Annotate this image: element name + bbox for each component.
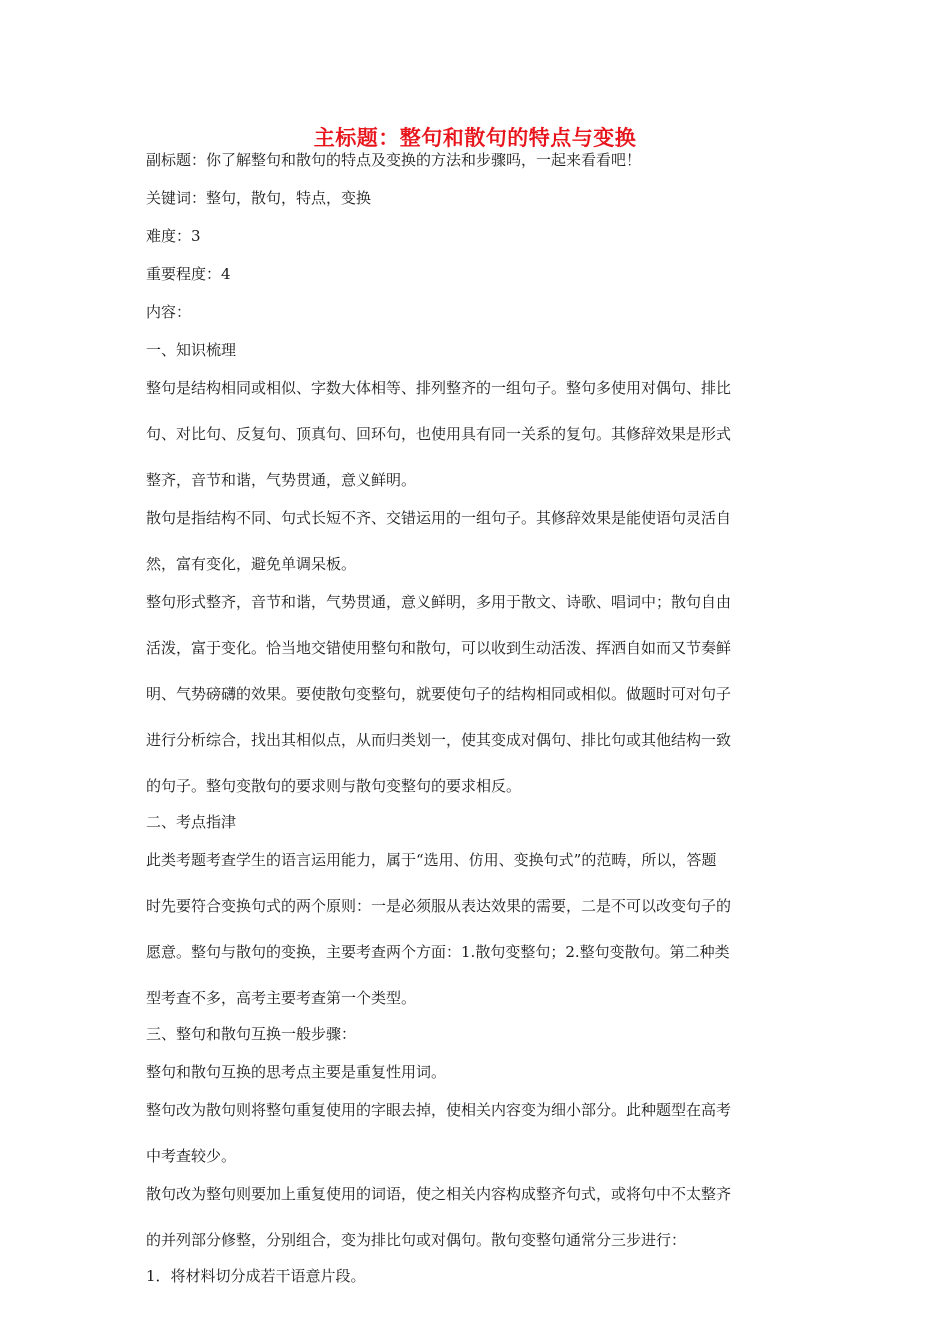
paragraph-line: 整齐，音节和谐，气势贯通，意义鲜明。 — [146, 471, 417, 489]
section-heading: 二、考点指津 — [146, 813, 237, 831]
paragraph-line: 愿意。整句与散句的变换，主要考查两个方面：1.散句变整句；2.整句变散句。第二种类 — [146, 943, 730, 961]
section-heading: 一、知识梳理 — [146, 341, 237, 359]
paragraph-line: 整句改为散句则将整句重复使用的字眼去掉，使相关内容变为细小部分。此种题型在高考 — [146, 1101, 732, 1119]
paragraph-line: 散句改为整句则要加上重复使用的词语，使之相关内容构成整齐句式，或将句中不太整齐 — [146, 1185, 732, 1203]
importance-line: 重要程度：4 — [146, 265, 231, 283]
paragraph-line: 整句是结构相同或相似、字数大体相等、排列整齐的一组句子。整句多使用对偶句、排比 — [146, 379, 732, 397]
paragraph-line: 的并列部分修整，分别组合，变为排比句或对偶句。散句变整句通常分三步进行： — [146, 1231, 687, 1249]
document-body — [146, 149, 808, 1287]
paragraph-line: 型考查不多，高考主要考查第一个类型。 — [146, 989, 417, 1007]
paragraph-line: 整句和散句互换的思考点主要是重复性用词。 — [146, 1063, 447, 1081]
step-item: 1．将材料切分成若干语意片段。 — [146, 1267, 366, 1285]
paragraph-line: 散句是指结构不同、句式长短不齐、交错运用的一组句子。其修辞效果是能使语句灵活自 — [146, 509, 732, 527]
content-label: 内容： — [146, 303, 192, 321]
paragraph-line: 句、对比句、反复句、顶真句、回环句，也使用具有同一关系的复句。其修辞效果是形式 — [146, 425, 732, 443]
paragraph-line: 时先要符合变换句式的两个原则：一是必须服从表达效果的需要，二是不可以改变句子的 — [146, 897, 732, 915]
paragraph-line: 活泼，富于变化。恰当地交错使用整句和散句，可以收到生动活泼、挥洒自如而又节奏鲜 — [146, 639, 732, 657]
main-title: 主标题：整句和散句的特点与变换 — [313, 126, 637, 150]
section-heading: 三、整句和散句互换一般步骤： — [146, 1025, 357, 1043]
paragraph-line: 明、气势磅礴的效果。要使散句变整句，就要使句子的结构相同或相似。做题时可对句子 — [146, 685, 732, 703]
paragraph-line: 的句子。整句变散句的要求则与散句变整句的要求相反。 — [146, 777, 522, 795]
paragraph-line: 中考查较少。 — [146, 1147, 237, 1165]
keywords-line: 关键词：整句，散句，特点，变换 — [146, 189, 372, 207]
paragraph-line: 整句形式整齐，音节和谐，气势贯通，意义鲜明，多用于散文、诗歌、唱词中；散句自由 — [146, 593, 732, 611]
paragraph-line: 然，富有变化，避免单调呆板。 — [146, 555, 357, 573]
difficulty-line: 难度：3 — [146, 227, 201, 245]
paragraph-line: 进行分析综合，找出其相似点，从而归类划一，使其变成对偶句、排比句或其他结构一致 — [146, 731, 732, 749]
paragraph-line: 此类考题考查学生的语言运用能力，属于“选用、仿用、变换句式”的范畴，所以，答题 — [146, 851, 717, 869]
subtitle-line: 副标题：你了解整句和散句的特点及变换的方法和步骤吗，一起来看看吧！ — [146, 151, 642, 169]
